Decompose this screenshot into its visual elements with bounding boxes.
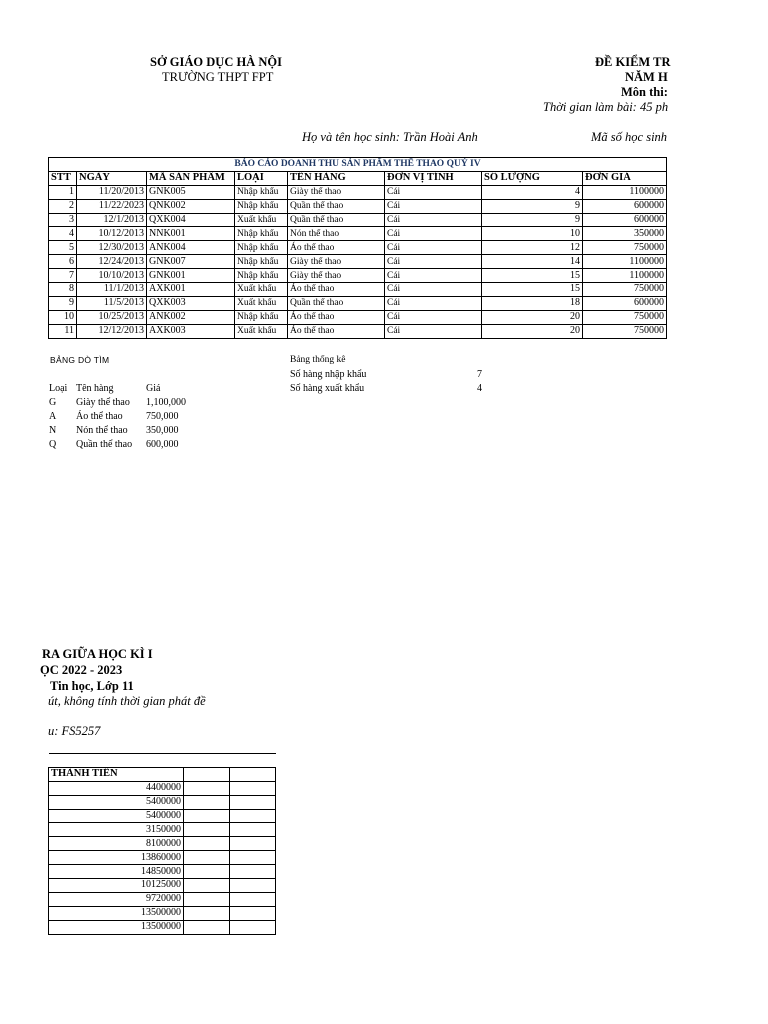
cell-type: Xuất khẩu [235, 296, 288, 310]
table-row [49, 310, 667, 324]
cell-unit: Cái [385, 241, 482, 255]
cell-unit-price: 750000 [583, 283, 667, 297]
table-row [49, 809, 276, 823]
cell-unit: Cái [385, 185, 482, 199]
cell-item-name: Quần thể thao [288, 213, 385, 227]
table-row [49, 920, 276, 934]
cell-unit-price: 350000 [583, 227, 667, 241]
lookup-item-name: Nón thể thao [76, 425, 128, 436]
cell-quantity: 4 [482, 185, 583, 199]
cell-unit-price: 750000 [583, 310, 667, 324]
cell-unit-price: 600000 [583, 199, 667, 213]
cell-date: 10/25/2013 [77, 310, 147, 324]
school-department: SỞ GIÁO DỤC HÀ NỘI [150, 55, 282, 69]
cell-unit: Cái [385, 227, 482, 241]
school-year-right: ỌC 2022 - 2023 [40, 663, 123, 677]
column-header: ĐƠN GIÁ [583, 171, 667, 185]
cell-quantity: 14 [482, 255, 583, 269]
column-header: MÃ SẢN PHẨM [147, 171, 235, 185]
cell-item-name: Áo thể thao [288, 283, 385, 297]
amount-cell: 5400000 [49, 795, 184, 809]
stats-title: Bảng thống kê [290, 355, 346, 365]
table-row [49, 892, 276, 906]
cell-date: 11/22/2023 [77, 199, 147, 213]
cell-item-name: Quần thể thao [288, 296, 385, 310]
exam-title-right: RA GIỮA HỌC KÌ I [42, 647, 153, 661]
subject-left: Môn thi: [621, 85, 668, 99]
cell-stt: 10 [49, 310, 77, 324]
table-row [49, 879, 276, 893]
cell-unit-price: 600000 [583, 213, 667, 227]
cell-stt: 8 [49, 283, 77, 297]
time-right: út, không tính thời gian phát đề [48, 694, 206, 708]
cell-unit: Cái [385, 324, 482, 338]
table-row [49, 241, 667, 255]
cell-stt: 3 [49, 213, 77, 227]
cell-product-code: GNK005 [147, 185, 235, 199]
amount-cell: 13500000 [49, 906, 184, 920]
cell-quantity: 10 [482, 227, 583, 241]
lookup-code: G [49, 397, 57, 408]
report-title: BÁO CÁO DOANH THU SẢN PHẨM THỂ THAO QUÝ IV [49, 158, 667, 172]
cell-stt: 7 [49, 269, 77, 283]
cell-stt: 11 [49, 324, 77, 338]
cell-type: Xuất khẩu [235, 324, 288, 338]
cell-date: 12/24/2013 [77, 255, 147, 269]
table-header-row [49, 171, 667, 185]
school-year-left: NĂM H [625, 70, 668, 84]
lookup-item-name: Quần thể thao [76, 439, 133, 450]
stats-label: Số hàng xuất khẩu [290, 383, 365, 394]
cell-unit: Cái [385, 213, 482, 227]
cell-date: 11/5/2013 [77, 296, 147, 310]
cell-product-code: AXK001 [147, 283, 235, 297]
cell-unit: Cái [385, 255, 482, 269]
cell-type: Xuất khẩu [235, 283, 288, 297]
amount-cell: 10125000 [49, 879, 184, 893]
cell-product-code: GNK007 [147, 255, 235, 269]
lookup-price: 600,000 [146, 439, 179, 450]
cell-unit-price: 1100000 [583, 255, 667, 269]
cell-product-code: ANK004 [147, 241, 235, 255]
cell-type: Nhập khẩu [235, 269, 288, 283]
cell-date: 11/20/2013 [77, 185, 147, 199]
cell-stt: 1 [49, 185, 77, 199]
cell-type: Nhập khẩu [235, 255, 288, 269]
cell-quantity: 18 [482, 296, 583, 310]
stats-label: Số hàng nhập khẩu [290, 369, 367, 380]
cell-unit: Cái [385, 310, 482, 324]
cell-item-name: Giày thể thao [288, 255, 385, 269]
amount-header: THÀNH TIỀN [49, 767, 184, 781]
cell-product-code: QNK002 [147, 199, 235, 213]
lookup-col-header: Giá [146, 383, 161, 394]
cell-quantity: 15 [482, 269, 583, 283]
cell-quantity: 20 [482, 310, 583, 324]
cell-stt: 2 [49, 199, 77, 213]
column-header: STT [49, 171, 77, 185]
table-row [49, 185, 667, 199]
cell-quantity: 12 [482, 241, 583, 255]
amount-cell: 13860000 [49, 851, 184, 865]
lookup-price: 350,000 [146, 425, 179, 436]
cell-date: 12/30/2013 [77, 241, 147, 255]
table-row [49, 865, 276, 879]
student-name-label: Họ và tên học sinh: Trần Hoài Anh [302, 130, 478, 144]
column-header: SỐ LƯỢNG [482, 171, 583, 185]
cell-item-name: Áo thể thao [288, 324, 385, 338]
lookup-code: A [49, 411, 57, 422]
table-row [49, 823, 276, 837]
cell-date: 10/12/2013 [77, 227, 147, 241]
cell-item-name: Quần thể thao [288, 199, 385, 213]
cell-date: 11/1/2013 [77, 283, 147, 297]
cell-type: Xuất khẩu [235, 213, 288, 227]
school-name: TRƯỜNG THPT FPT [162, 70, 274, 84]
cell-item-name: Áo thể thao [288, 241, 385, 255]
cell-item-name: Giày thể thao [288, 269, 385, 283]
column-header: TÊN HÀNG [288, 171, 385, 185]
cell-stt: 4 [49, 227, 77, 241]
cell-quantity: 20 [482, 324, 583, 338]
stats-value: 7 [477, 369, 482, 380]
table-row [49, 906, 276, 920]
cell-unit: Cái [385, 283, 482, 297]
lookup-col-header: Loại [49, 383, 68, 394]
sales-report-table [48, 157, 667, 339]
column-header: ĐƠN VỊ TÍNH [385, 171, 482, 185]
cell-unit: Cái [385, 296, 482, 310]
lookup-code: N [49, 425, 57, 436]
cell-date: 12/12/2013 [77, 324, 147, 338]
table-row [49, 837, 276, 851]
student-id-right: u: FS5257 [48, 724, 101, 738]
column-header: LOẠI [235, 171, 288, 185]
cell-type: Nhập khẩu [235, 310, 288, 324]
cell-product-code: GNK001 [147, 269, 235, 283]
cell-unit: Cái [385, 269, 482, 283]
amount-cell: 8100000 [49, 837, 184, 851]
cell-type: Nhập khẩu [235, 241, 288, 255]
cell-stt: 9 [49, 296, 77, 310]
column-header: NGÀY [77, 171, 147, 185]
exam-title-left: ĐỀ KIỂM TR [595, 55, 671, 69]
lookup-price: 750,000 [146, 411, 179, 422]
cell-type: Nhập khẩu [235, 199, 288, 213]
table-row [49, 781, 276, 795]
amount-cell: 9720000 [49, 892, 184, 906]
cell-item-name: Nón thể thao [288, 227, 385, 241]
cell-unit-price: 1100000 [583, 269, 667, 283]
table-row [49, 269, 667, 283]
cell-type: Nhập khẩu [235, 185, 288, 199]
cell-item-name: Giày thể thao [288, 185, 385, 199]
table-row [49, 324, 667, 338]
table-row [49, 227, 667, 241]
cell-product-code: QXK004 [147, 213, 235, 227]
cell-stt: 5 [49, 241, 77, 255]
cell-product-code: QXK003 [147, 296, 235, 310]
lookup-col-header: Tên hàng [76, 383, 114, 394]
cell-date: 12/1/2013 [77, 213, 147, 227]
amount-cell: 3150000 [49, 823, 184, 837]
cell-date: 10/10/2013 [77, 269, 147, 283]
cell-unit-price: 750000 [583, 241, 667, 255]
table-row [49, 199, 667, 213]
table-row [49, 795, 276, 809]
cell-quantity: 15 [482, 283, 583, 297]
time-left: Thời gian làm bài: 45 ph [543, 100, 669, 114]
cell-quantity: 9 [482, 199, 583, 213]
lookup-item-name: Áo thể thao [76, 411, 123, 422]
lookup-code: Q [49, 439, 57, 450]
cell-product-code: AXK003 [147, 324, 235, 338]
stats-value: 4 [477, 383, 482, 394]
amount-cell: 4400000 [49, 781, 184, 795]
cell-unit-price: 600000 [583, 296, 667, 310]
cell-item-name: Áo thể thao [288, 310, 385, 324]
cell-unit: Cái [385, 199, 482, 213]
lookup-item-name: Giày thể thao [76, 397, 130, 408]
cell-quantity: 9 [482, 213, 583, 227]
table-row [49, 213, 667, 227]
cell-unit-price: 750000 [583, 324, 667, 338]
amount-cell: 5400000 [49, 809, 184, 823]
subject-right: Tin học, Lớp 11 [50, 679, 134, 693]
cell-product-code: NNK001 [147, 227, 235, 241]
table-row [49, 296, 667, 310]
student-id-left: Mã số học sinh [591, 130, 668, 144]
cell-stt: 6 [49, 255, 77, 269]
cell-unit-price: 1100000 [583, 185, 667, 199]
table-row [49, 255, 667, 269]
lookup-price: 1,100,000 [146, 397, 186, 408]
table-row [49, 851, 276, 865]
amount-cell: 13500000 [49, 920, 184, 934]
lookup-title: BẢNG DÒ TÌM [50, 355, 110, 365]
amount-table [48, 753, 276, 935]
cell-type: Nhập khẩu [235, 227, 288, 241]
cell-product-code: ANK002 [147, 310, 235, 324]
table-row [49, 283, 667, 297]
amount-cell: 14850000 [49, 865, 184, 879]
